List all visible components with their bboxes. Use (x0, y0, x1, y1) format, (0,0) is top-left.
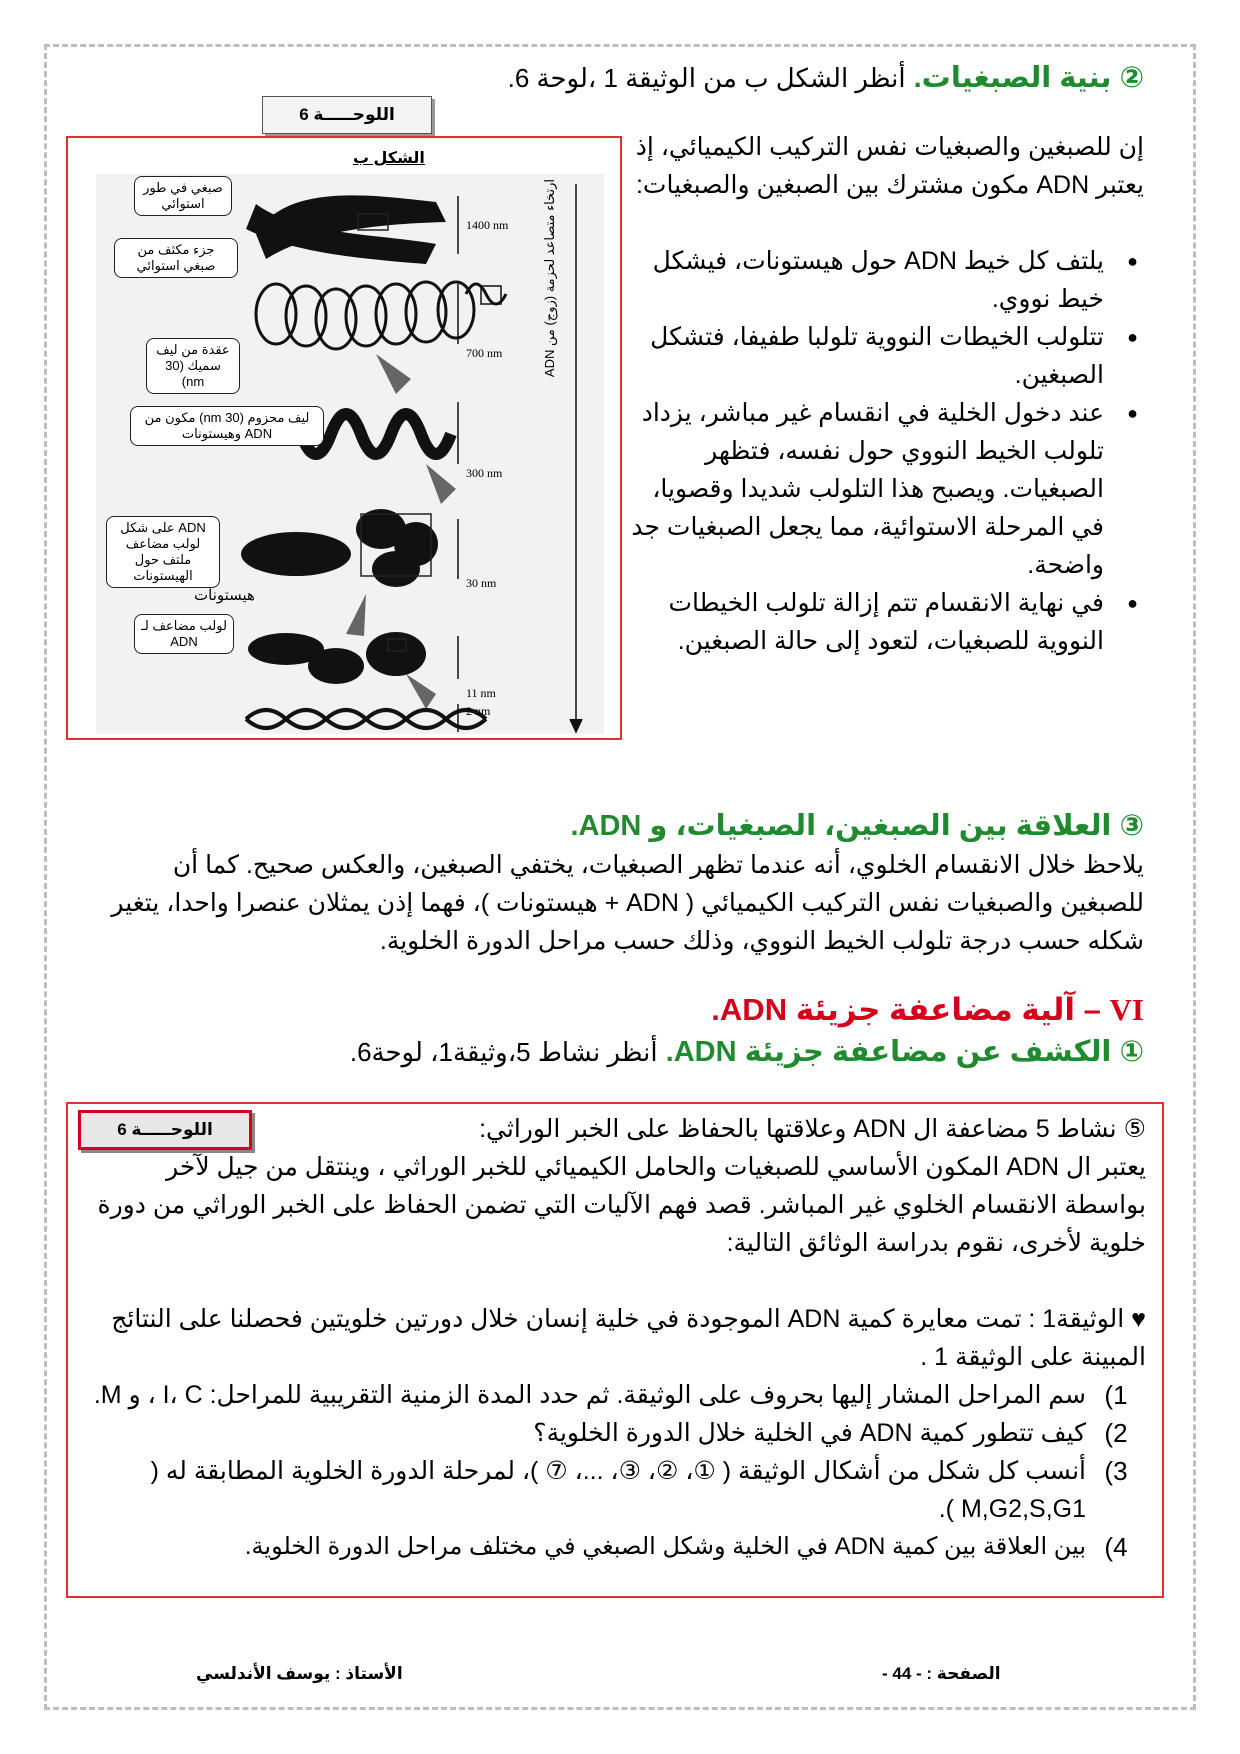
scale-30nm: 30 nm (466, 576, 497, 590)
figure-title: الشكل ب (353, 150, 425, 167)
scale-bars (458, 184, 582, 732)
footer-teacher: الأستاذ : يوسف الأندلسي (196, 1664, 403, 1683)
question-1: 1) سم المراحل المشار إليها بحروف على الوثيقة. ثم حدد المدة الزمنية التقريبية للمراحل: I، C ، و M. (93, 1380, 1128, 1410)
label-dna-histones: ADN على شكل لولب مضاعف ملتف حول الهيستونات (106, 516, 220, 588)
scale-1400nm: 1400 nm (466, 218, 509, 232)
label-metaphase-chromosome: صبغي في طور استوائي (134, 176, 232, 216)
section-6-dash: – (1083, 992, 1101, 1027)
arrow-4 (406, 674, 436, 709)
label-histones: هيستونات (194, 587, 255, 604)
dna-double-helix (246, 710, 486, 728)
section-2-title: بنية الصبغيات. (913, 62, 1112, 94)
section-2-intro: إن للصبغين والصبغيات نفس التركيب الكيميائي، إذ يعتبر ADN مكون مشترك بين الصبغين والصبغيات: (635, 133, 1144, 199)
scale-300nm: 300 nm (466, 466, 503, 480)
question-4: 4) بين العلاقة بين كمية ADN في الخلية وشكل الصبغي في مختلف مراحل الدورة الخلوية. (244, 1532, 1128, 1562)
section-6-number: VI (1109, 992, 1144, 1027)
section-3-heading (144, 808, 1144, 844)
arrow-3 (346, 594, 366, 636)
label-thick-fiber-loop: عقدة من ليف سميك (30 nm) (146, 338, 240, 394)
section-6-1-heading (144, 1034, 1144, 1070)
metaphase-chromosome (246, 195, 446, 264)
axis-label: ارتخاء متصاعد لحزمة (زوج) من ADN (542, 178, 557, 378)
document-1: ♥ الوثيقة1 : تمت معايرة كمية ADN الموجودة في خلية إنسان خلال دورتين خلويتين فحصلنا على النتائج المبينة على الوثيقة 1 . (111, 1305, 1146, 1371)
scale-2nm: 2 nm (466, 704, 491, 718)
arrow-1 (376, 354, 411, 394)
section-3-title: العلاقة بين الصبغين، الصبغيات، و ADN. (570, 810, 1112, 842)
label-dna-helix: لولب مضاعف لـ ADN (134, 614, 234, 654)
label-condensed-section: جزء مكثف من صبغي استوائي (114, 238, 238, 278)
bullet-2: ● تتلولب الخيطات النووية تلولبا طفيفا، فتشكل الصبغين. (624, 318, 1144, 394)
condensed-section (256, 282, 506, 349)
label-packed-fiber: ليف محزوم (30 nm) مكون من ADN وهيستونات (130, 406, 324, 446)
question-2: 2) كيف تتطور كمية ADN في الخلية خلال الدورة الخلوية؟ (533, 1418, 1128, 1448)
arrow-2 (426, 464, 456, 504)
scale-700nm: 700 nm (466, 346, 503, 360)
section-6-1-number: ① (1119, 1036, 1144, 1068)
bullet-1: ● يلتف كل خيط ADN حول هيستونات، فيشكل خيط نووي. (624, 242, 1144, 318)
section-2-ref: أنظر الشكل ب من الوثيقة 1 ،لوحة 6. (507, 63, 906, 93)
section-2-body (624, 128, 1144, 660)
nucleosomes (248, 632, 426, 684)
section-6-title: آلية مضاعفة جزيئة ADN. (711, 992, 1076, 1027)
section-6-1-ref: أنظر نشاط 5،وثيقة1، لوحة6. (349, 1037, 658, 1067)
section-3-number: ③ (1119, 810, 1144, 842)
plate-tag-bottom: اللوحـــــة 6 (78, 1110, 252, 1150)
section-6-1-title: الكشف عن مضاعفة جزيئة ADN. (665, 1036, 1112, 1068)
section-2-heading (244, 60, 1144, 96)
activity-box (66, 1102, 1164, 1598)
scale-11nm: 11 nm (466, 686, 496, 700)
question-3: 3) أنسب كل شكل من أشكال الوثيقة ( ①، ②، ③، ...، ⑦ )، لمرحلة الدورة الخلوية المطابقة له ( M,G2,S,G1 ). (150, 1456, 1128, 1523)
plate-tag-top: اللوحـــــة 6 (262, 96, 432, 134)
section-6-heading (144, 992, 1144, 1028)
section-2-number: ② (1119, 62, 1144, 94)
section-3-text: يلاحظ خلال الانقسام الخلوي، أنه عندما تظهر الصبغيات، يختفي الصبغين، والعكس صحيح. كما أن للصبغين والصبغيات نفس التركيب الكيميائي ( ADN + هيستونات )، فهما إذن يمثلان عنصرا واحدا، يتغير شكله حسب درجة تلولب الخيط النووي، وذلك حسب مراحل الدورة الخلوية. (111, 851, 1144, 955)
bullet-3: ● عند دخول الخلية في انقسام غير مباشر، يزداد تلولب الخيط النووي حول نفسه، فتظهر الصبغيات. ويصبح هذا التلولب شديدا وقصويا، في المرحلة الاستوائية، مما يجعل الصبغيات جد واضحة. (624, 394, 1144, 584)
figure-box (66, 136, 622, 740)
packed-fiber (241, 509, 438, 587)
activity-title: ⑤ نشاط 5 مضاعفة ال ADN وعلاقتها بالحفاظ على الخبر الوراثي: (479, 1115, 1146, 1143)
footer-page-number: الصفحة : - 44 - (882, 1664, 1001, 1683)
activity-intro: يعتبر ال ADN المكون الأساسي للصبغيات والحامل الكيميائي للخبر الوراثي ، وينتقل من جيل لآخر بواسطة الانقسام الخلوي غير المباشر. قصد فهم الآليات التي تضمن الحفاظ على الخبر الوراثي من دورة خلوية لأخرى، نقوم بدراسة الوثائق التالية: (97, 1153, 1146, 1257)
activity-content (86, 1110, 1146, 1566)
bullet-4: ● في نهاية الانقسام تتم إزالة تلولب الخيطات النووية للصبغيات، لتعود إلى حالة الصبغين. (624, 584, 1144, 660)
